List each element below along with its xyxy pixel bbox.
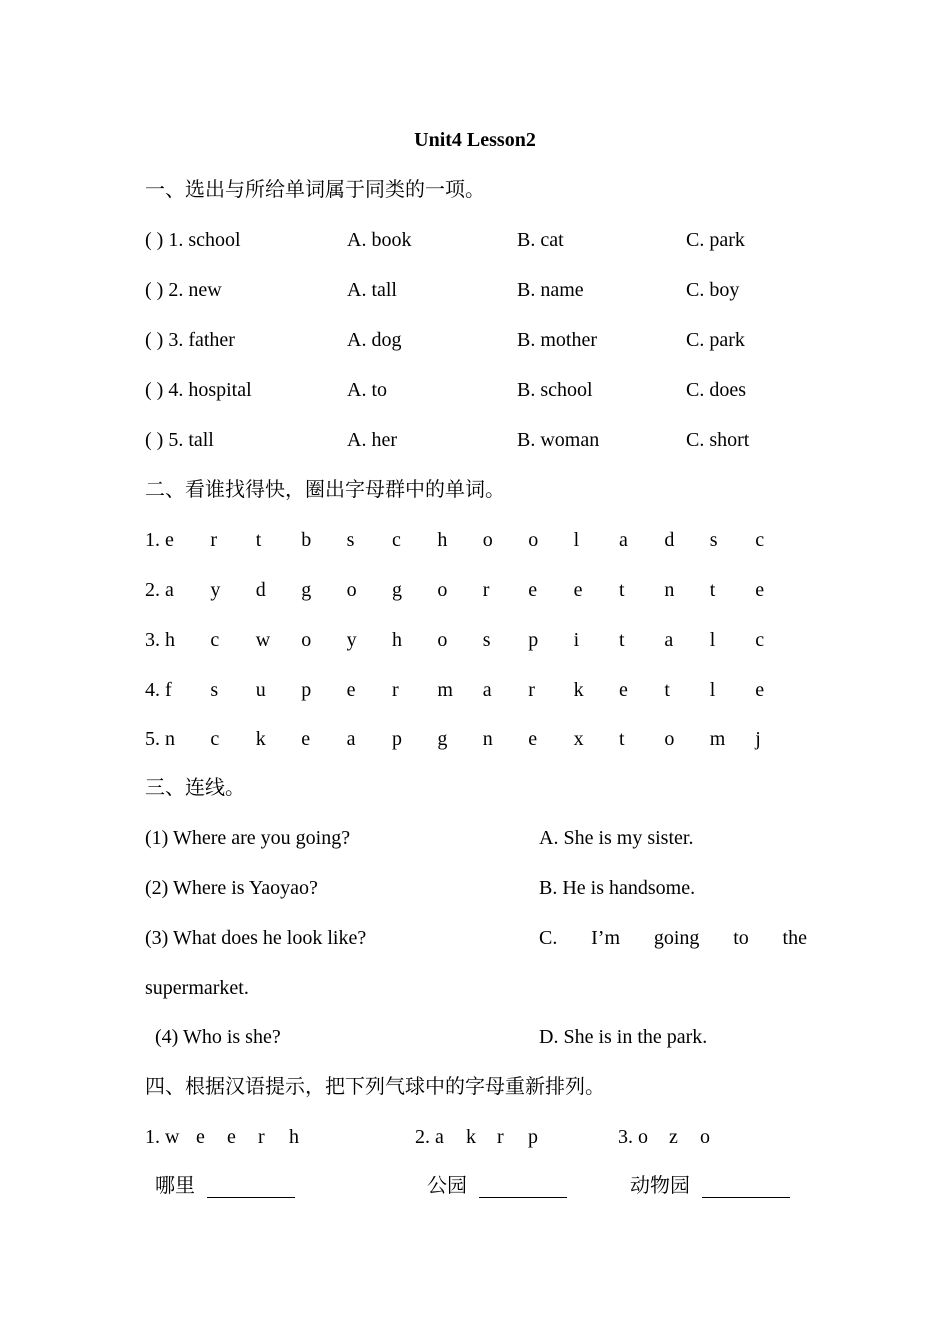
match-answer-c-word: to [733,927,749,949]
choice-option-a: A. tall [347,279,397,301]
letter-row-number: 1. [145,529,160,551]
choice-question-row [145,328,865,352]
letter-cell[interactable]: a [619,529,628,551]
letter-cell[interactable]: d [664,529,675,551]
match-row-1 [145,826,825,850]
letter-cell[interactable]: u [255,679,266,701]
letter-cell[interactable]: t [664,679,670,701]
letter-cell[interactable]: n [664,579,675,601]
letter-cell[interactable]: s [482,629,491,651]
letter-cell[interactable]: o [437,579,448,601]
choice-option-b: B. cat [517,229,564,251]
choice-option-a: A. to [347,379,387,401]
letter-row-number: 3. [145,629,160,651]
match-row-4 [145,1025,825,1049]
letter-cell[interactable]: e [573,579,583,601]
match-question-1: (1) Where are you going? [145,827,351,849]
letter-cell[interactable]: w [255,629,271,651]
letter-cell[interactable]: y [346,629,357,651]
letter-cell[interactable]: b [301,529,312,551]
choice-question: ( ) 1. school [145,229,241,251]
scramble-hint [630,1174,790,1198]
match-answer-a: A. She is my sister. [539,827,694,849]
answer-blank[interactable] [702,1177,790,1198]
page-title: Unit4 Lesson2 [414,129,536,151]
letter-cell[interactable]: h [392,629,402,651]
letter-row [145,528,845,552]
letter-cell[interactable]: s [709,529,718,551]
letter-cell[interactable]: o [528,529,539,551]
choice-question: ( ) 5. tall [145,429,214,451]
scramble-letter: a [435,1126,444,1148]
letter-cell[interactable]: r [392,679,399,701]
letter-cell[interactable]: l [573,529,580,551]
choice-option-b: B. name [517,279,584,301]
letter-cell[interactable]: h [437,529,448,551]
choice-question: ( ) 2. new [145,279,222,301]
match-question-4: (4) Who is she? [155,1026,281,1048]
match-answer-d: D. She is in the park. [539,1026,708,1048]
letter-cell[interactable]: m [709,728,726,750]
letter-cell[interactable]: l [709,629,716,651]
letter-cell[interactable]: r [210,529,218,551]
section4-heading: 四、根据汉语提示，把下列气球中的字母重新排列。 [145,1076,605,1098]
letter-cell[interactable]: e [346,679,356,701]
answer-blank[interactable] [479,1177,567,1198]
match-answer-c-continued: supermarket. [145,977,249,999]
choice-option-a: A. book [347,229,412,251]
choice-option-c: C. park [686,229,745,251]
letter-cell[interactable]: o [301,629,312,651]
letter-cell[interactable]: g [392,579,402,601]
scramble-hint-text: 哪里 [155,1175,195,1197]
scramble-letter: h [289,1126,299,1148]
letter-cell[interactable]: r [482,579,490,601]
scramble-letter: k [466,1126,476,1148]
match-row-2 [145,876,825,900]
letter-cell[interactable]: t [255,529,262,551]
letter-row [145,678,845,702]
letter-cell[interactable]: l [709,679,716,701]
letter-cell[interactable]: y [210,579,221,601]
letter-cell[interactable]: h [165,629,175,651]
scramble-letter: p [528,1126,538,1148]
match-answer-c-word: C. [539,927,558,949]
choice-option-b: B. school [517,379,593,401]
letter-cell[interactable]: p [392,728,402,750]
choice-question: ( ) 3. father [145,329,235,351]
scramble-hints-row [145,1174,845,1198]
section1-heading: 一、选出与所给单词属于同类的一项。 [145,179,485,201]
scramble-letter: r [497,1126,504,1148]
choice-option-a: A. her [347,429,397,451]
letter-cell[interactable]: c [755,529,765,551]
scramble-hint-text: 动物园 [630,1175,690,1197]
letter-cell[interactable]: a [482,679,492,701]
scramble-hint [155,1174,295,1198]
scramble-hint [427,1174,567,1198]
letter-cell[interactable]: c [210,728,220,750]
letter-row-number: 4. [145,679,160,701]
choice-option-c: C. does [686,379,746,401]
answer-blank[interactable] [207,1177,295,1198]
choice-question-row [145,278,865,302]
scramble-letter: e [196,1126,205,1148]
letter-cell[interactable]: o [482,529,493,551]
letter-cell[interactable]: e [619,679,628,701]
letter-cell[interactable]: t [619,579,625,601]
letter-row [145,578,845,602]
section3-heading: 三、连线。 [145,777,245,799]
letter-cell[interactable]: e [528,579,538,601]
letter-cell[interactable]: n [165,728,175,750]
choice-question: ( ) 4. hospital [145,379,252,401]
letter-cell[interactable]: j [755,728,761,750]
match-answer-c-word: I’m [591,927,621,949]
match-answer-c [0,926,950,950]
scramble-letter: z [669,1126,678,1148]
letter-row-number: 5. [145,728,160,750]
match-answer-c-word: the [782,927,807,949]
letter-cell[interactable]: k [255,728,266,750]
letter-cell[interactable]: a [346,728,356,750]
letter-cell[interactable]: e [301,728,311,750]
choice-question-row [145,228,865,252]
letter-cell[interactable]: o [437,629,448,651]
match-answer-b: B. He is handsome. [539,877,696,899]
letter-cell[interactable]: n [482,728,493,750]
scramble-hint-text: 公园 [427,1175,467,1197]
choice-option-c: C. park [686,329,745,351]
choice-option-c: C. boy [686,279,740,301]
match-question-3: (3) What does he look like? [145,927,367,949]
letter-cell[interactable]: x [573,728,584,750]
letter-cell[interactable]: s [210,679,219,701]
letter-cell[interactable]: e [165,529,174,551]
letter-cell[interactable]: r [528,679,535,701]
letter-cell[interactable]: t [619,728,625,750]
letter-cell[interactable]: k [573,679,584,701]
letter-cell[interactable]: c [210,629,220,651]
letter-cell[interactable]: c [392,529,401,551]
scramble-letter: e [227,1126,236,1148]
letter-row-number: 2. [145,579,160,601]
letter-cell[interactable]: c [755,629,765,651]
scramble-letter: o [700,1126,710,1148]
letter-cell[interactable]: d [255,579,266,601]
letter-cell[interactable]: s [346,529,355,551]
section2-heading: 二、看谁找得快，圈出字母群中的单词。 [145,479,505,501]
choice-option-b: B. woman [517,429,600,451]
scramble-number: 2. [415,1126,430,1148]
letter-cell[interactable]: i [573,629,580,651]
letter-cell[interactable]: g [437,728,448,750]
scramble-letter: w [165,1126,180,1148]
letter-cell[interactable]: o [346,579,357,601]
letter-cell[interactable]: p [528,629,539,651]
choice-option-b: B. mother [517,329,597,351]
scramble-number: 1. [145,1126,160,1148]
letter-cell[interactable]: o [664,728,675,750]
choice-option-a: A. dog [347,329,402,351]
letter-row [145,727,845,751]
scramble-letters-row [145,1125,845,1149]
letter-row [145,628,845,652]
letter-cell[interactable]: e [528,728,538,750]
letter-cell[interactable]: e [755,579,765,601]
letter-cell[interactable]: a [664,629,674,651]
letter-cell[interactable]: a [165,579,174,601]
letter-cell[interactable]: e [755,679,765,701]
letter-cell[interactable]: f [165,679,172,701]
letter-cell[interactable]: p [301,679,312,701]
letter-cell[interactable]: g [301,579,312,601]
match-answer-c-word: going [653,927,700,949]
choice-question-row [145,428,865,452]
match-question-2: (2) Where is Yaoyao? [145,877,318,899]
scramble-number: 3. [618,1126,633,1148]
letter-cell[interactable]: t [709,579,716,601]
letter-cell[interactable]: m [437,679,453,701]
scramble-letter: r [258,1126,265,1148]
choice-option-c: C. short [686,429,750,451]
letter-cell[interactable]: t [619,629,625,651]
scramble-letter: o [638,1126,648,1148]
choice-question-row [145,378,865,402]
